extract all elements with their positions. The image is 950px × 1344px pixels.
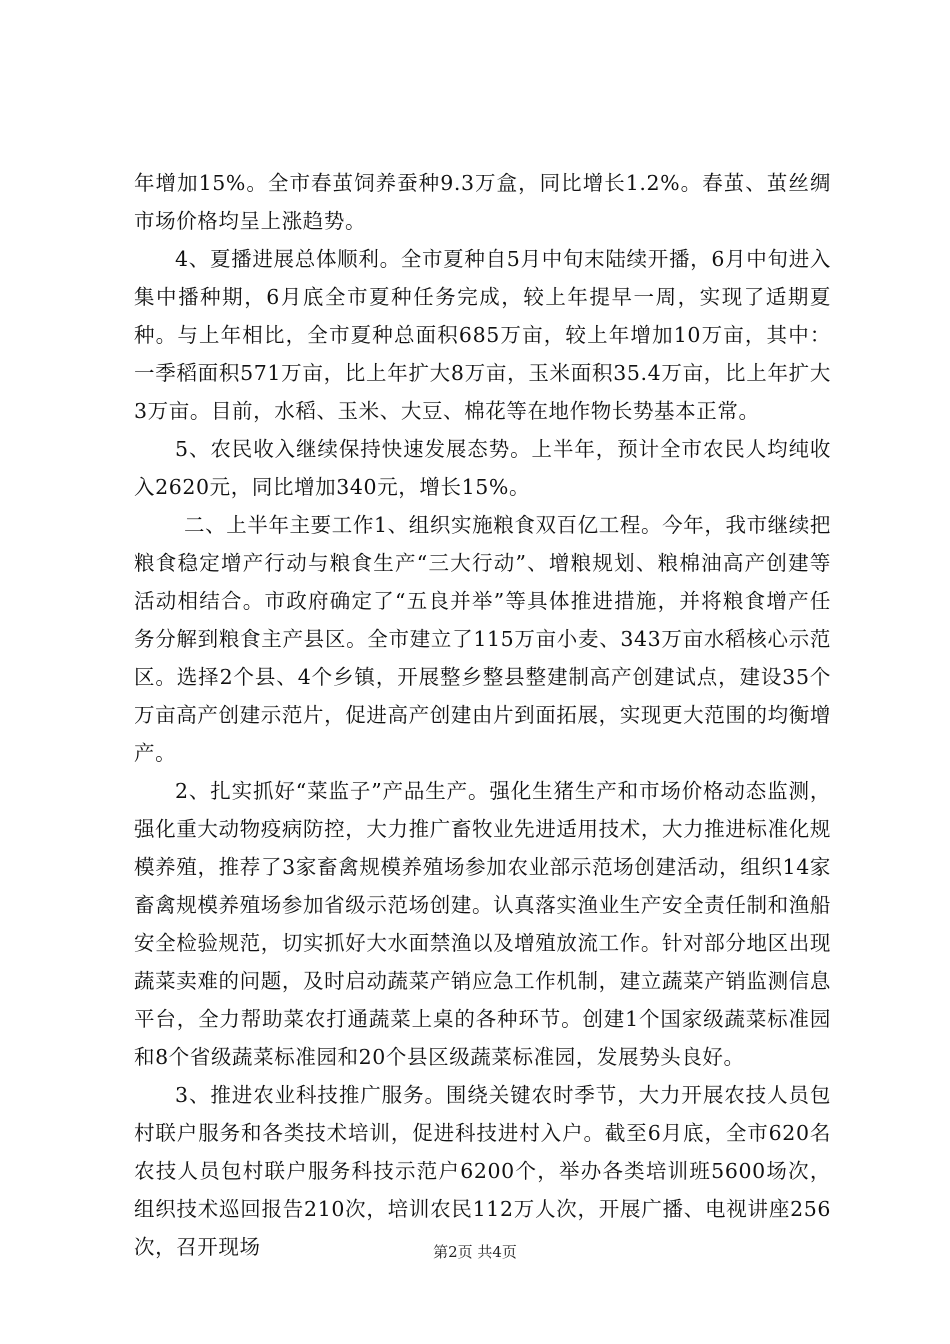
- paragraph-grain-project: 二、上半年主要工作1、组织实施粮食双百亿工程。今年，我市继续把粮食稳定增产行动与粮食生产“三大行动”、增粮规划、粮棉油高产创建等活动相结合。市政府确定了“五良并举”等具体推进措施，并将粮食增产任务分解到粮食主产县区。全市建立了115万亩小麦、343万亩水稻核心示范区。选择2个县、4个乡镇，开展整乡整县整建制高产创建试点，建设35个万亩高产创建示范片，促进高产创建由片到面拓展，实现更大范围的均衡增产。: [134, 513, 831, 765]
- paragraph-farmer-income: 5、农民收入继续保持快速发展态势。上半年，预计全市农民人均纯收入2620元，同比增加340元，增长15%。: [134, 437, 831, 499]
- page-footer: 第2页 共4页: [433, 1243, 517, 1261]
- document-body: [134, 164, 831, 1266]
- paragraph-vegetable-basket: 2、扎实抓好“菜监子”产品生产。强化生猪生产和市场价格动态监测，强化重大动物疫病防控，大力推广畜牧业先进适用技术，大力推进标准化规模养殖，推荐了3家畜禽规模养殖场参加农业部示范场创建活动，组织14家畜禽规模养殖场参加省级示范场创建。认真落实渔业生产安全责任制和渔船安全检验规范，切实抓好大水面禁渔以及增殖放流工作。针对部分地区出现蔬菜卖难的问题，及时启动蔬菜产销应急工作机制，建立蔬菜产销监测信息平台，全力帮助菜农打通蔬菜上桌的各种环节。创建1个国家级蔬菜标准园和8个省级蔬菜标准园和20个县区级蔬菜标准园，发展势头良好。: [134, 779, 831, 1069]
- paragraph-summer-sowing: 4、夏播进展总体顺利。全市夏种自5月中旬末陆续开播，6月中旬进入集中播种期，6月底全市夏种任务完成，较上年提早一周，实现了适期夏种。与上年相比，全市夏种总面积685万亩，较上年增加10万亩，其中：一季稻面积571万亩，比上年扩大8万亩，玉米面积35.4万亩，比上年扩大3万亩。目前，水稻、玉米、大豆、棉花等在地作物长势基本正常。: [134, 247, 831, 423]
- paragraph-spring-cocoon: 年增加15%。全市春茧饲养蚕种9.3万盒，同比增长1.2%。春茧、茧丝绸市场价格均呈上涨趋势。: [134, 171, 831, 233]
- paragraph-agri-tech: 3、推进农业科技推广服务。围绕关键农时季节，大力开展农技人员包村联户服务和各类技术培训，促进科技进村入户。截至6月底，全市620名农技人员包村联户服务科技示范户6200个，举办各类培训班5600场次，组织技术巡回报告210次，培训农民112万人次，开展广播、电视讲座256次，召开现场: [134, 1083, 831, 1259]
